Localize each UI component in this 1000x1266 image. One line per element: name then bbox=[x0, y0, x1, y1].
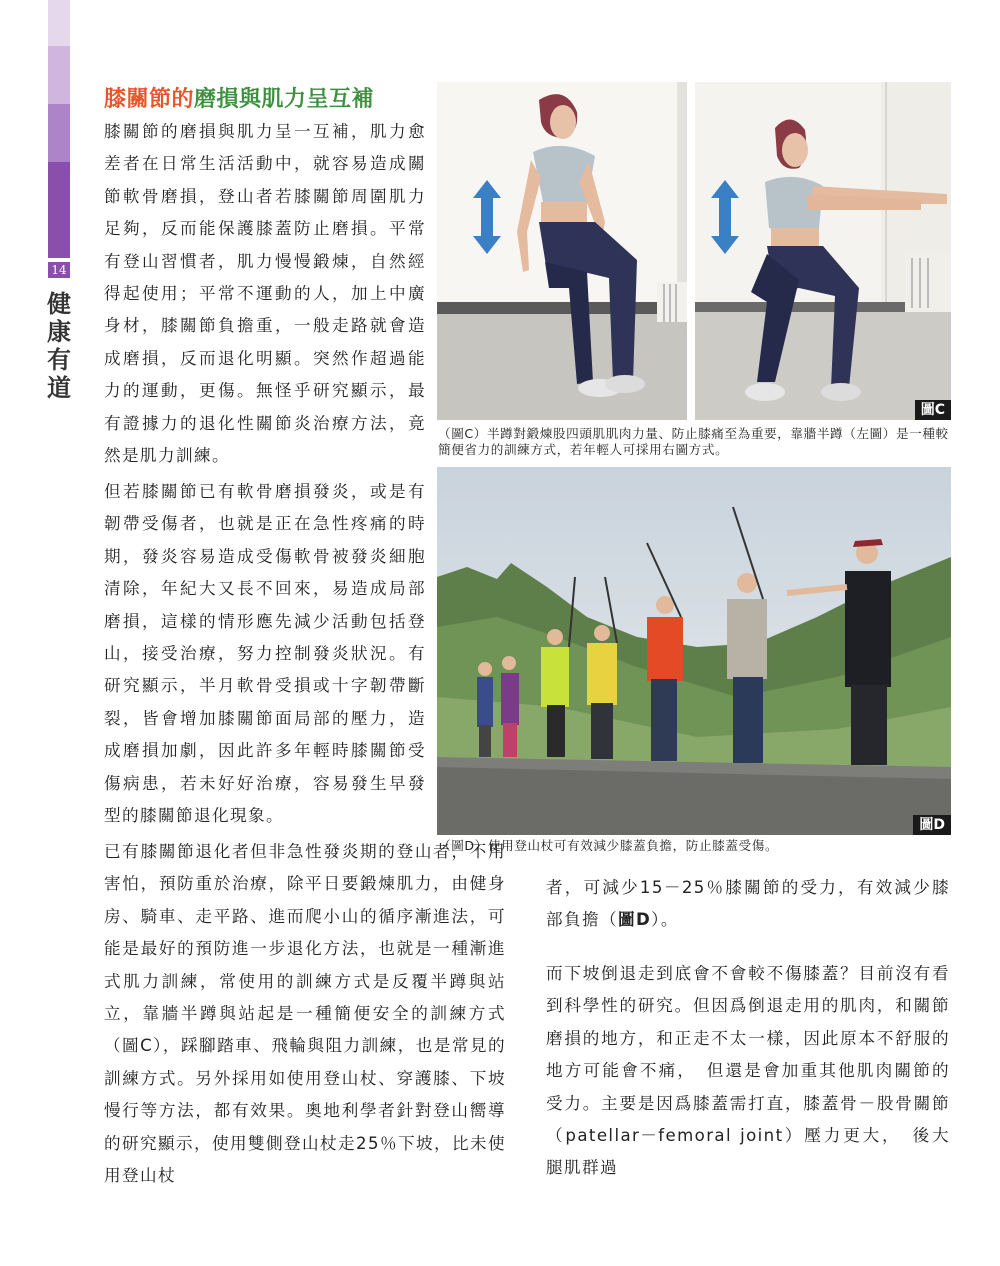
sidebar-color-band-1 bbox=[48, 0, 70, 46]
figure-c-free-squat-photo bbox=[695, 82, 951, 420]
article-heading bbox=[104, 82, 374, 113]
figure-d-hikers-photo bbox=[437, 467, 951, 835]
section-title-vertical bbox=[46, 290, 72, 402]
section-char: 健 bbox=[47, 289, 71, 318]
paragraph-5: 而下坡倒退走到底會不會較不傷膝蓋？目前沒有看到科學性的研究。但因爲倒退走用的肌肉，和關節磨損的地方，和正走不太一樣，因此原本不舒服的地方可能會不痛， 但還是會加重其他肌肉關節的受力。主要是因爲膝蓋需打直，膝蓋骨－股骨關節（patellar－femoral joint）壓力更大， 後大腿肌群過 bbox=[546, 964, 950, 1178]
figure-d-reference: 圖D bbox=[617, 910, 652, 930]
page-number: 14 bbox=[48, 262, 70, 278]
section-char: 康 bbox=[47, 317, 71, 346]
sidebar-color-band-3 bbox=[48, 104, 70, 162]
paragraph-4-text: 者，可減少15－25％膝關節的受力，有效減少膝部負擔（ bbox=[546, 878, 950, 930]
paragraph-4-end: ）。 bbox=[651, 910, 679, 930]
figure-c-tag: 圖C bbox=[915, 400, 951, 420]
section-char: 道 bbox=[47, 373, 71, 402]
figure-d-caption: （圖D）使用登山杖可有效減少膝蓋負擔，防止膝蓋受傷。 bbox=[438, 838, 779, 853]
figure-d-tag: 圖D bbox=[913, 815, 951, 835]
figure-c-caption: （圖C）半蹲對鍛煉股四頭肌肌肉力量、防止膝痛至為重要，靠牆半蹲（左圖）是一種較簡便省力的訓練方式，若年輕人可採用右圖方式。 bbox=[438, 426, 949, 457]
heading-part-2: 磨損與肌力呈互補 bbox=[194, 87, 375, 112]
section-char: 有 bbox=[47, 345, 71, 374]
figure-c-wall-squat-photo bbox=[437, 82, 687, 420]
paragraph-3: 已有膝關節退化者但非急性發炎期的登山者，不用害怕，預防重於治療，除平日要鍛煉肌力，由健身房、騎車、走平路、進而爬小山的循序漸進法，可能是最好的預防進一步退化方法，也就是一種漸進式肌力訓練，常使用的訓練方式是反覆半蹲與站立，靠牆半蹲與站起是一種簡便安全的訓練方式（圖C），踩腳踏車、飛輪與阻力訓練，也是常見的訓練方式。另外採用如使用登山杖、穿護膝、下坡慢行等方法，都有效果。奧地利學者針對登山嚮導的研究顯示，使用雙側登山杖走25％下坡，比未使用登山杖 bbox=[104, 842, 506, 1186]
paragraph-1: 膝關節的磨損與肌力呈一互補，肌力愈差者在日常生活活動中，就容易造成關節軟骨磨損，登山者若膝關節周圍肌力足夠，反而能保護膝蓋防止磨損。平常有登山習慣者，肌力慢慢鍛煉，自然經得起使用；平常不運動的人，加上中廣身材，膝關節負擔重，一般走路就會造成磨損，反而退化明顯。突然作超過能力的運動，更傷。無怪乎研究顯示，最有證據力的退化性關節炎治療方法，竟然是肌力訓練。 bbox=[104, 122, 426, 466]
paragraph-2: 但若膝關節已有軟骨磨損發炎，或是有韌帶受傷者，也就是正在急性疼痛的時期，發炎容易造成受傷軟骨被發炎細胞清除，年紀大又長不回來，易造成局部磨損，這樣的情形應先減少活動包括登山，接受治療，努力控制發炎狀況。有研究顯示，半月軟骨受損或十字韌帶斷裂，皆會增加膝關節面局部的壓力，造成磨損加劇，因此許多年輕時膝關節受傷病患，若未好好治療，容易發生早發型的膝關節退化現象。 bbox=[104, 482, 426, 826]
sidebar-color-band-4 bbox=[48, 162, 70, 258]
heading-part-1: 膝關節的 bbox=[104, 87, 195, 112]
sidebar-color-band-2 bbox=[48, 46, 70, 104]
paragraph-4 bbox=[546, 872, 950, 937]
